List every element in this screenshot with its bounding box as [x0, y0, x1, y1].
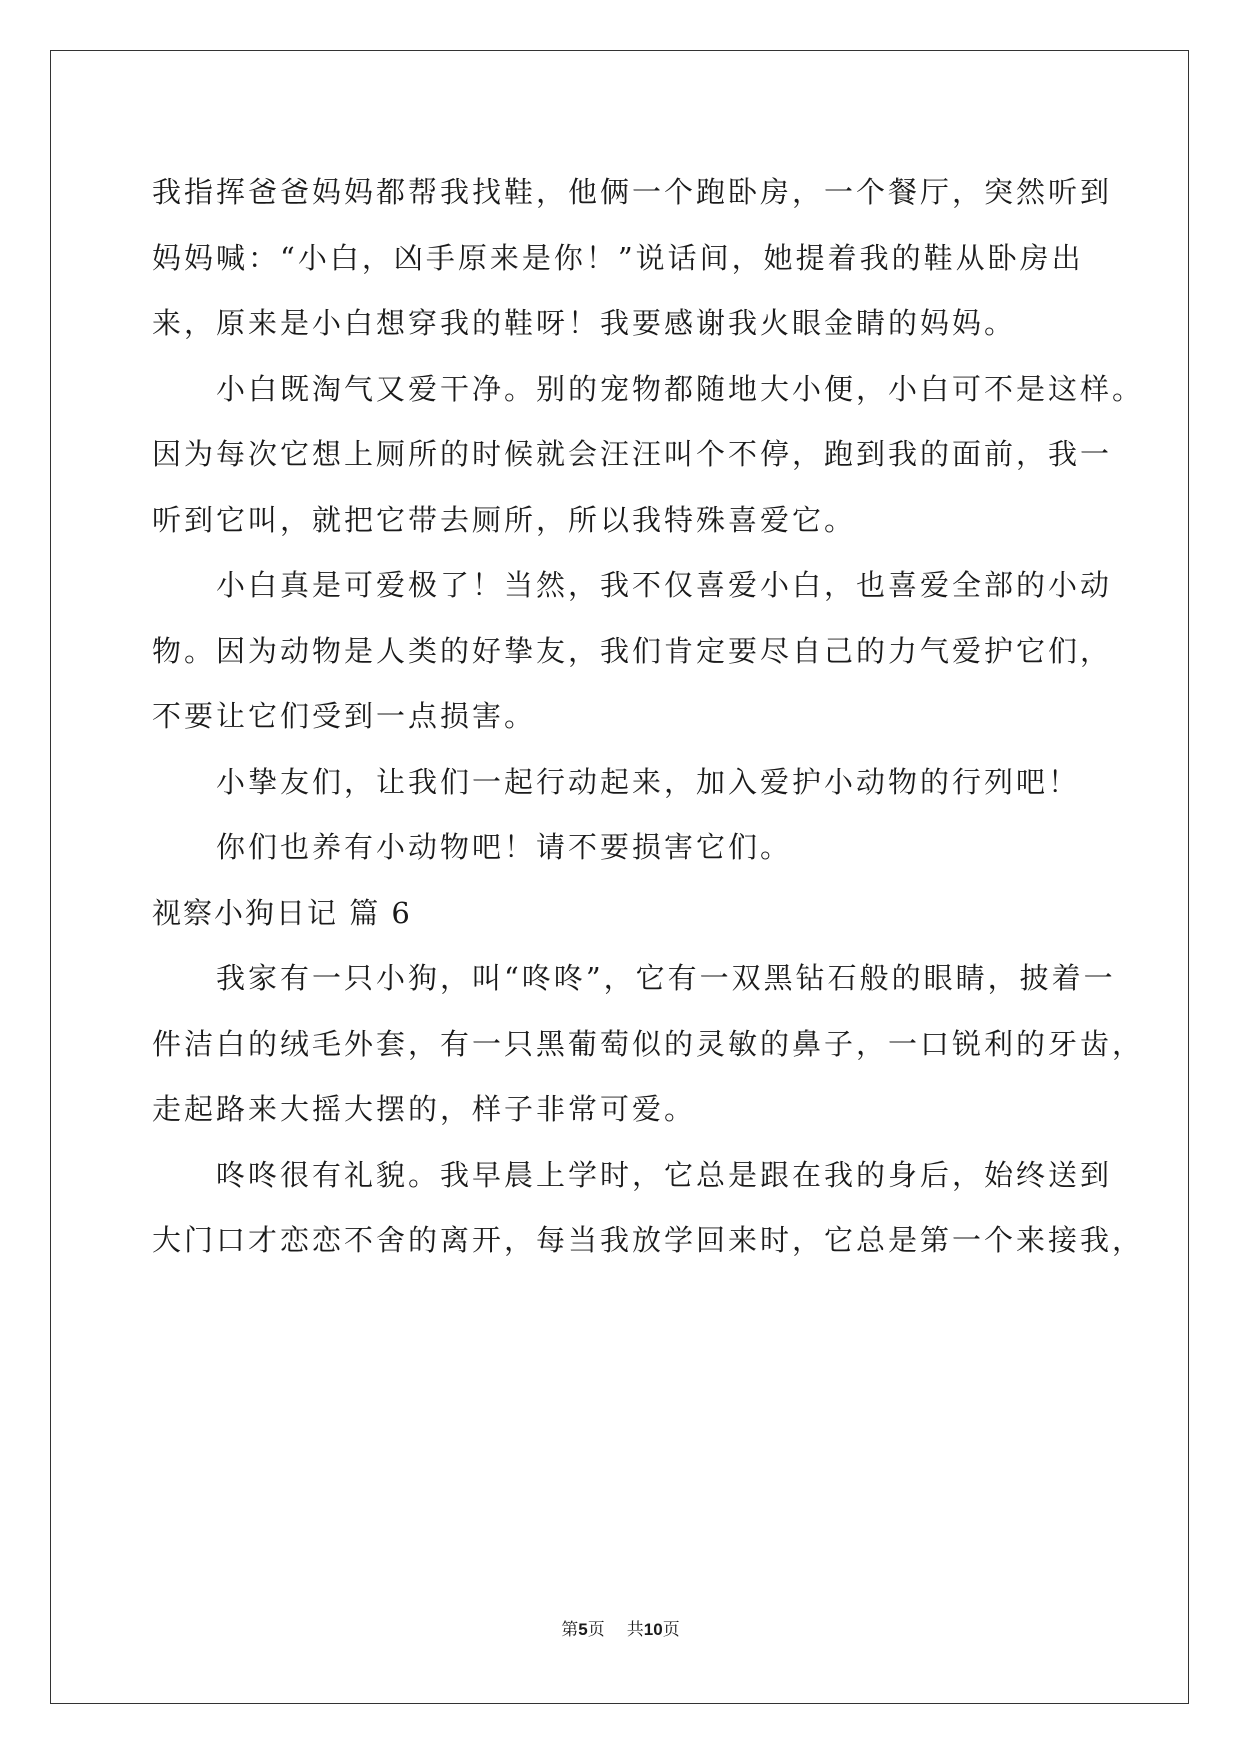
- document-body: [152, 160, 1145, 1274]
- total-suffix: 页: [662, 1620, 680, 1640]
- section-heading: [152, 881, 1092, 947]
- page-prefix: 第: [561, 1620, 579, 1640]
- text-line: 我指挥爸爸妈妈都帮我找鞋，他俩一个跑卧房，一个餐厅，突然听到: [152, 175, 1113, 209]
- paragraph: [152, 815, 1092, 881]
- page-number: 5: [578, 1620, 588, 1639]
- text-line: 小挚友们，让我们一起行动起来，加入爱护小动物的行列吧！: [216, 764, 1081, 799]
- total-pages: 10: [643, 1620, 663, 1639]
- text-line: 咚咚很有礼貌。我早晨上学时，它总是跟在我的身后，始终送到: [216, 1157, 1113, 1192]
- text-line: 大门口才恋恋不舍的离开，每当我放学回来时，它总是第一个来接我，: [152, 1223, 1145, 1257]
- text-line: 物。因为动物是人类的好挚友，我们肯定要尽自己的力气爱护它们，: [152, 633, 1113, 668]
- text-line: 听到它叫，就把它带去厕所，所以我特殊喜爱它。: [152, 502, 857, 537]
- text-line: 小白既淘气又爱干净。别的宠物都随地大小便，小白可不是这样。: [216, 371, 1145, 406]
- total-prefix: 共: [626, 1620, 644, 1640]
- text-line: 妈妈喊：“小白，凶手原来是你！”说话间，她提着我的鞋从卧房出: [152, 240, 1084, 275]
- paragraph: [152, 750, 1092, 816]
- paragraph: [152, 553, 1113, 750]
- page-footer: [0, 1615, 1241, 1640]
- paragraph: [152, 357, 1145, 554]
- text-line: 你们也养有小动物吧！请不要损害它们。: [216, 830, 793, 864]
- text-line: 不要让它们受到一点损害。: [152, 699, 537, 733]
- text-line: 走起路来大摇大摆的，样子非常可爱。: [152, 1092, 697, 1126]
- page-suffix: 页: [587, 1620, 605, 1640]
- heading-text: 视察小狗日记 篇 6: [152, 895, 412, 930]
- text-line: 件洁白的绒毛外套，有一只黑葡萄似的灵敏的鼻子，一口锐利的牙齿，: [152, 1026, 1145, 1061]
- text-line: 我家有一只小狗，叫“咚咚”，它有一双黑钻石般的眼睛，披着一: [216, 961, 1116, 995]
- paragraph: [152, 160, 1113, 357]
- text-line: 来，原来是小白想穿我的鞋呀！我要感谢我火眼金睛的妈妈。: [152, 306, 1017, 340]
- text-line: 小白真是可爱极了！当然，我不仅喜爱小白，也喜爱全部的小动: [216, 568, 1113, 602]
- text-line: 因为每次它想上厕所的时候就会汪汪叫个不停，跑到我的面前，我一: [152, 437, 1113, 471]
- paragraph: [152, 946, 1145, 1143]
- paragraph: [152, 1143, 1145, 1274]
